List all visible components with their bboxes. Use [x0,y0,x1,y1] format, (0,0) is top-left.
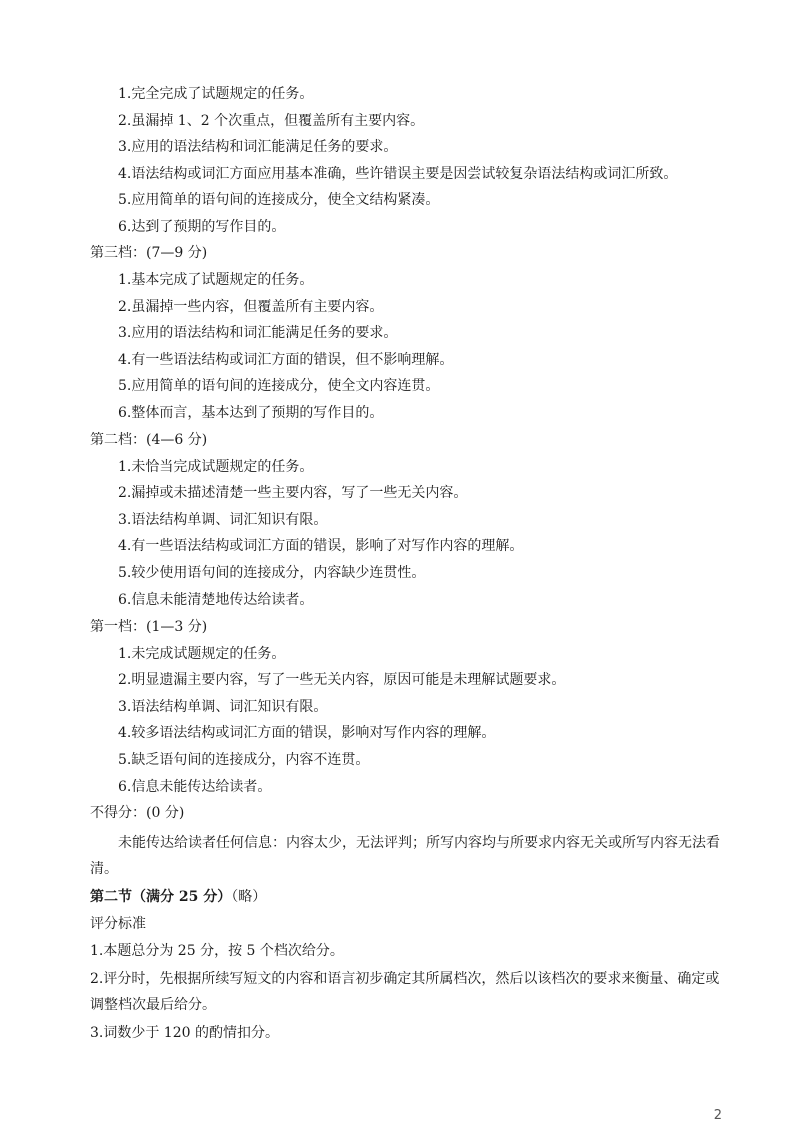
band1-heading: 第一档：(1—3 分) [90,619,208,635]
band4-item-2: 2.虽漏掉 1、2 个次重点，但覆盖所有主要内容。 [118,113,425,129]
band1-item-1: 1.未完成试题规定的任务。 [118,646,286,662]
band1-item-5: 5.缺乏语句间的连接成分，内容不连贯。 [118,752,370,768]
band3-item-3: 3.应用的语法结构和词汇能满足任务的要求。 [118,325,398,341]
band2-item-2: 2.漏掉或未描述清楚一些主要内容，写了一些无关内容。 [118,485,468,501]
band3-item-6: 6.整体而言，基本达到了预期的写作目的。 [118,405,384,421]
band2-item-3: 3.语法结构单调、词汇知识有限。 [118,512,328,528]
band3-item-5: 5.应用简单的语句间的连接成分，使全文内容连贯。 [118,378,440,394]
band0-paragraph: 未能传达给读者任何信息：内容太少，无法评判；所写内容均与所要求内容无关或所写内容无法看清。 [90,835,720,877]
band3-heading: 第三档：(7—9 分) [90,245,208,261]
band2-item-5: 5.较少使用语句间的连接成分，内容缺少连贯性。 [118,565,426,581]
band3-item-1: 1.基本完成了试题规定的任务。 [118,272,314,288]
band1-item-4: 4.较多语法结构或词汇方面的错误，影响对写作内容的理解。 [118,725,496,741]
band4-item-3: 3.应用的语法结构和词汇能满足任务的要求。 [118,139,398,155]
band2-item-4: 4.有一些语法结构或词汇方面的错误，影响了对写作内容的理解。 [118,538,524,554]
band2-item-1: 1.未恰当完成试题规定的任务。 [118,459,314,475]
band3-item-2: 2.虽漏掉一些内容，但覆盖所有主要内容。 [118,299,384,315]
criteria-item-1: 1.本题总分为 25 分，按 5 个档次给分。 [90,943,344,959]
band4-item-1: 1.完全完成了试题规定的任务。 [118,86,314,102]
page-number: 2 [713,1108,722,1123]
band4-item-4: 4.语法结构或词汇方面应用基本准确，些许错误主要是因尝试较复杂语法结构或词汇所致。 [118,166,678,182]
band4-item-5: 5.应用简单的语句间的连接成分，使全文结构紧凑。 [118,192,440,208]
band0-heading: 不得分：(0 分) [90,805,185,821]
section2-title-bold: 第二节（满分 25 分） [90,889,232,905]
criteria-item-3: 3.词数少于 120 的酌情扣分。 [90,1025,279,1041]
band4-item-6: 6.达到了预期的写作目的。 [118,219,286,235]
band1-item-2: 2.明显遗漏主要内容，写了一些无关内容，原因可能是未理解试题要求。 [118,672,566,688]
band2-heading: 第二档：(4—6 分) [90,432,208,448]
band3-item-4: 4.有一些语法结构或词汇方面的错误，但不影响理解。 [118,352,454,368]
criteria-heading: 评分标准 [90,916,146,932]
band1-item-3: 3.语法结构单调、词汇知识有限。 [118,699,328,715]
section2-title-suffix: （略） [231,889,267,905]
band2-item-6: 6.信息未能清楚地传达给读者。 [118,592,314,608]
section2-title [90,887,266,907]
criteria-item-2: 2.评分时，先根据所续写短文的内容和语言初步确定其所属档次，然后以该档次的要求来衡量、确定或调整档次最后给分。 [90,971,720,1013]
band1-item-6: 6.信息未能传达给读者。 [118,779,272,795]
